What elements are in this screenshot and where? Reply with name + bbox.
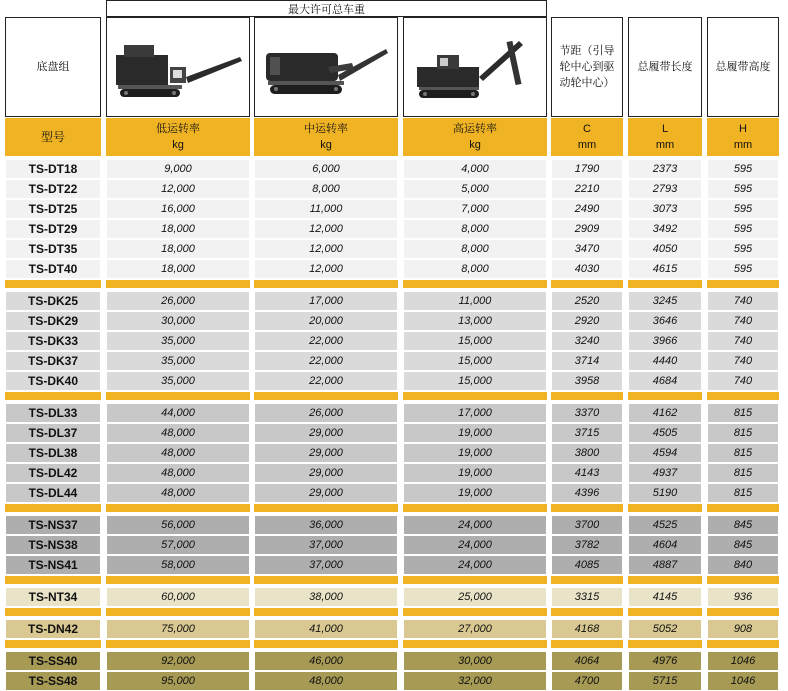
- low-duty-cell: 12,000: [106, 179, 250, 199]
- model-cell: TS-DK37: [5, 351, 101, 371]
- pitch-cell: 3782: [551, 535, 623, 555]
- high-duty-image: [403, 17, 547, 117]
- mid-duty-cell: 46,000: [254, 651, 398, 671]
- pitch-cell: 3370: [551, 403, 623, 423]
- group-separator: [403, 504, 547, 512]
- high-duty-cell: 15,000: [403, 331, 547, 351]
- mid-duty-cell: 41,000: [254, 619, 398, 639]
- pitch-cell: 2909: [551, 219, 623, 239]
- track-height-cell: 815: [707, 403, 779, 423]
- track-length-cell: 3966: [628, 331, 702, 351]
- group-separator: [5, 392, 101, 400]
- group-separator: [707, 640, 779, 648]
- low-duty-cell: 48,000: [106, 423, 250, 443]
- high-duty-cell: 19,000: [403, 443, 547, 463]
- mid-duty-cell: 8,000: [254, 179, 398, 199]
- model-cell: TS-DL33: [5, 403, 101, 423]
- group-separator: [403, 608, 547, 616]
- track-height-cell: 740: [707, 371, 779, 391]
- model-cell: TS-DL37: [5, 423, 101, 443]
- high-duty-cell: 30,000: [403, 651, 547, 671]
- mid-duty-image: [254, 17, 398, 117]
- group-separator: [106, 576, 250, 584]
- group-separator: [5, 504, 101, 512]
- max-gross-weight-header: 最大许可总车重: [106, 0, 547, 17]
- low-duty-cell: 44,000: [106, 403, 250, 423]
- mid-duty-cell: 11,000: [254, 199, 398, 219]
- high-duty-cell: 5,000: [403, 179, 547, 199]
- model-cell: TS-NS38: [5, 535, 101, 555]
- pitch-cell: 2520: [551, 291, 623, 311]
- mid-duty-cell: 37,000: [254, 555, 398, 575]
- mid-duty-cell: 17,000: [254, 291, 398, 311]
- pitch-cell: 3700: [551, 515, 623, 535]
- high-duty-cell: 32,000: [403, 671, 547, 691]
- high-duty-cell: 8,000: [403, 219, 547, 239]
- high-duty-cell: 13,000: [403, 311, 547, 331]
- pitch-cell: 4064: [551, 651, 623, 671]
- mid-duty-cell: 22,000: [254, 331, 398, 351]
- track-length-cell: 4937: [628, 463, 702, 483]
- high-duty-cell: 8,000: [403, 259, 547, 279]
- model-cell: TS-DK40: [5, 371, 101, 391]
- track-length-cell: 3492: [628, 219, 702, 239]
- group-separator: [707, 608, 779, 616]
- track-length-cell: 5715: [628, 671, 702, 691]
- track-height-cell: 595: [707, 259, 779, 279]
- model-cell: TS-NS37: [5, 515, 101, 535]
- pitch-cell: 3715: [551, 423, 623, 443]
- group-separator: [106, 280, 250, 288]
- track-height-cell: 1046: [707, 671, 779, 691]
- group-separator: [551, 392, 623, 400]
- track-height-cell: 595: [707, 219, 779, 239]
- pitch-cell: 3800: [551, 443, 623, 463]
- model-cell: TS-DK29: [5, 311, 101, 331]
- group-separator: [707, 504, 779, 512]
- drilling-rig-icon: [407, 37, 543, 107]
- mobile-screener-icon: [258, 37, 394, 107]
- track-height-header: 总履带高度: [707, 17, 779, 117]
- l-unit-header: L mm: [628, 118, 702, 156]
- low-duty-cell: 48,000: [106, 463, 250, 483]
- group-separator: [254, 504, 398, 512]
- track-height-cell: 815: [707, 463, 779, 483]
- low-duty-cell: 35,000: [106, 351, 250, 371]
- group-separator: [106, 608, 250, 616]
- pitch-cell: 4168: [551, 619, 623, 639]
- group-separator: [551, 576, 623, 584]
- pitch-cell: 4143: [551, 463, 623, 483]
- high-duty-cell: 17,000: [403, 403, 547, 423]
- model-header: 型号: [5, 118, 101, 156]
- low-duty-cell: 35,000: [106, 371, 250, 391]
- pitch-cell: 2210: [551, 179, 623, 199]
- low-duty-cell: 60,000: [106, 587, 250, 607]
- mid-duty-cell: 29,000: [254, 463, 398, 483]
- mid-duty-cell: 12,000: [254, 219, 398, 239]
- group-separator: [628, 504, 702, 512]
- pitch-cell: 3470: [551, 239, 623, 259]
- track-height-cell: 936: [707, 587, 779, 607]
- group-separator: [707, 576, 779, 584]
- low-duty-cell: 48,000: [106, 483, 250, 503]
- low-duty-cell: 18,000: [106, 239, 250, 259]
- pitch-cell: 1790: [551, 159, 623, 179]
- low-duty-cell: 18,000: [106, 219, 250, 239]
- low-duty-image: [106, 17, 250, 117]
- high-duty-cell: 24,000: [403, 515, 547, 535]
- group-separator: [628, 576, 702, 584]
- pitch-cell: 4396: [551, 483, 623, 503]
- track-length-cell: 2793: [628, 179, 702, 199]
- h-unit-header: H mm: [707, 118, 779, 156]
- track-height-cell: 595: [707, 199, 779, 219]
- group-separator: [551, 640, 623, 648]
- group-separator: [403, 392, 547, 400]
- track-length-cell: 4887: [628, 555, 702, 575]
- mid-duty-cell: 20,000: [254, 311, 398, 331]
- group-separator: [403, 640, 547, 648]
- track-height-cell: 1046: [707, 651, 779, 671]
- c-unit-header: C mm: [551, 118, 623, 156]
- group-separator: [707, 280, 779, 288]
- model-cell: TS-DT29: [5, 219, 101, 239]
- mid-duty-cell: 6,000: [254, 159, 398, 179]
- model-cell: TS-DL44: [5, 483, 101, 503]
- group-separator: [403, 576, 547, 584]
- track-length-cell: 2373: [628, 159, 702, 179]
- pitch-cell: 3240: [551, 331, 623, 351]
- model-cell: TS-DN42: [5, 619, 101, 639]
- track-height-cell: 595: [707, 239, 779, 259]
- track-length-cell: 5052: [628, 619, 702, 639]
- model-cell: TS-DL38: [5, 443, 101, 463]
- high-duty-cell: 11,000: [403, 291, 547, 311]
- low-duty-cell: 26,000: [106, 291, 250, 311]
- group-separator: [254, 280, 398, 288]
- mid-duty-cell: 26,000: [254, 403, 398, 423]
- track-height-cell: 845: [707, 535, 779, 555]
- track-height-cell: 840: [707, 555, 779, 575]
- group-separator: [254, 640, 398, 648]
- pitch-cell: 3315: [551, 587, 623, 607]
- group-separator: [106, 392, 250, 400]
- low-duty-cell: 18,000: [106, 259, 250, 279]
- mid-duty-header: 中运转率 kg: [254, 118, 398, 156]
- track-height-cell: 815: [707, 443, 779, 463]
- track-height-cell: 815: [707, 423, 779, 443]
- model-cell: TS-NS41: [5, 555, 101, 575]
- group-separator: [551, 504, 623, 512]
- pitch-cell: 3714: [551, 351, 623, 371]
- track-height-cell: 740: [707, 351, 779, 371]
- group-separator: [254, 576, 398, 584]
- model-cell: TS-DT22: [5, 179, 101, 199]
- mid-duty-cell: 22,000: [254, 351, 398, 371]
- group-separator: [551, 608, 623, 616]
- low-duty-cell: 75,000: [106, 619, 250, 639]
- high-duty-cell: 24,000: [403, 535, 547, 555]
- low-duty-cell: 95,000: [106, 671, 250, 691]
- pitch-cell: 3958: [551, 371, 623, 391]
- model-cell: TS-NT34: [5, 587, 101, 607]
- group-separator: [5, 576, 101, 584]
- low-duty-cell: 48,000: [106, 443, 250, 463]
- mid-duty-cell: 38,000: [254, 587, 398, 607]
- group-separator: [254, 392, 398, 400]
- track-length-cell: 4505: [628, 423, 702, 443]
- model-cell: TS-DK33: [5, 331, 101, 351]
- low-duty-cell: 92,000: [106, 651, 250, 671]
- mid-duty-cell: 12,000: [254, 259, 398, 279]
- track-length-cell: 3646: [628, 311, 702, 331]
- track-length-cell: 4440: [628, 351, 702, 371]
- low-duty-cell: 58,000: [106, 555, 250, 575]
- track-length-cell: 4976: [628, 651, 702, 671]
- low-duty-cell: 56,000: [106, 515, 250, 535]
- mobile-crusher-icon: [110, 37, 246, 107]
- mid-duty-cell: 12,000: [254, 239, 398, 259]
- model-cell: TS-DK25: [5, 291, 101, 311]
- model-cell: TS-DT35: [5, 239, 101, 259]
- model-cell: TS-SS48: [5, 671, 101, 691]
- track-height-cell: 740: [707, 331, 779, 351]
- low-duty-cell: 30,000: [106, 311, 250, 331]
- low-duty-cell: 16,000: [106, 199, 250, 219]
- track-length-header: 总履带长度: [628, 17, 702, 117]
- group-separator: [628, 280, 702, 288]
- group-separator: [254, 608, 398, 616]
- track-length-cell: 4684: [628, 371, 702, 391]
- low-duty-cell: 35,000: [106, 331, 250, 351]
- track-length-cell: 4594: [628, 443, 702, 463]
- high-duty-cell: 25,000: [403, 587, 547, 607]
- mid-duty-cell: 29,000: [254, 483, 398, 503]
- group-separator: [628, 392, 702, 400]
- high-duty-header: 高运转率 kg: [403, 118, 547, 156]
- track-length-cell: 4050: [628, 239, 702, 259]
- high-duty-cell: 15,000: [403, 351, 547, 371]
- high-duty-cell: 19,000: [403, 463, 547, 483]
- mid-duty-cell: 37,000: [254, 535, 398, 555]
- high-duty-cell: 27,000: [403, 619, 547, 639]
- mid-duty-cell: 29,000: [254, 423, 398, 443]
- track-length-cell: 4145: [628, 587, 702, 607]
- high-duty-cell: 8,000: [403, 239, 547, 259]
- mid-duty-cell: 48,000: [254, 671, 398, 691]
- track-height-cell: 595: [707, 159, 779, 179]
- track-length-cell: 4525: [628, 515, 702, 535]
- model-cell: TS-DL42: [5, 463, 101, 483]
- track-height-cell: 740: [707, 291, 779, 311]
- pitch-cell: 2490: [551, 199, 623, 219]
- group-separator: [106, 640, 250, 648]
- pitch-cell: 4700: [551, 671, 623, 691]
- mid-duty-cell: 22,000: [254, 371, 398, 391]
- track-height-cell: 815: [707, 483, 779, 503]
- model-cell: TS-SS40: [5, 651, 101, 671]
- track-length-cell: 3073: [628, 199, 702, 219]
- track-length-cell: 5190: [628, 483, 702, 503]
- group-separator: [551, 280, 623, 288]
- group-separator: [628, 640, 702, 648]
- group-separator: [707, 392, 779, 400]
- group-separator: [106, 504, 250, 512]
- track-height-cell: 845: [707, 515, 779, 535]
- model-cell: TS-DT18: [5, 159, 101, 179]
- track-length-cell: 4604: [628, 535, 702, 555]
- track-height-cell: 908: [707, 619, 779, 639]
- group-separator: [403, 280, 547, 288]
- track-height-cell: 740: [707, 311, 779, 331]
- track-length-cell: 4162: [628, 403, 702, 423]
- pitch-cell: 4030: [551, 259, 623, 279]
- high-duty-cell: 19,000: [403, 423, 547, 443]
- pitch-cell: 4085: [551, 555, 623, 575]
- group-separator: [5, 608, 101, 616]
- high-duty-cell: 24,000: [403, 555, 547, 575]
- low-duty-header: 低运转率 kg: [106, 118, 250, 156]
- model-cell: TS-DT40: [5, 259, 101, 279]
- track-length-cell: 3245: [628, 291, 702, 311]
- mid-duty-cell: 29,000: [254, 443, 398, 463]
- mid-duty-cell: 36,000: [254, 515, 398, 535]
- pitch-header: 节距（引导轮中心到驱动轮中心）: [551, 17, 623, 117]
- track-length-cell: 4615: [628, 259, 702, 279]
- group-separator: [5, 640, 101, 648]
- pitch-cell: 2920: [551, 311, 623, 331]
- high-duty-cell: 4,000: [403, 159, 547, 179]
- low-duty-cell: 9,000: [106, 159, 250, 179]
- high-duty-cell: 7,000: [403, 199, 547, 219]
- group-separator: [628, 608, 702, 616]
- low-duty-cell: 57,000: [106, 535, 250, 555]
- group-separator: [5, 280, 101, 288]
- chassis-group-header: 底盘组: [5, 17, 101, 117]
- model-cell: TS-DT25: [5, 199, 101, 219]
- track-height-cell: 595: [707, 179, 779, 199]
- high-duty-cell: 15,000: [403, 371, 547, 391]
- high-duty-cell: 19,000: [403, 483, 547, 503]
